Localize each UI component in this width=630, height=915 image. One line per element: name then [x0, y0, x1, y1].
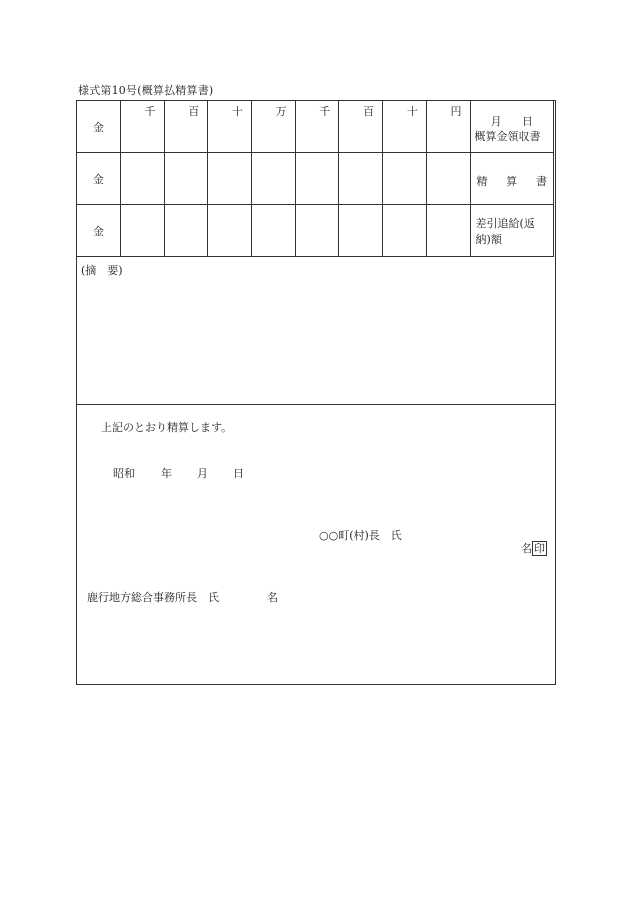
amount-prefix: 金: [77, 101, 121, 153]
digit-cell[interactable]: [339, 153, 383, 205]
digit-unit: 万: [275, 105, 287, 118]
digit-cell-thousand[interactable]: [295, 101, 339, 153]
digit-cell-yen[interactable]: [426, 101, 470, 153]
amount-prefix: 金: [77, 205, 121, 257]
settlement-row: [77, 153, 554, 205]
digit-cell[interactable]: [120, 205, 164, 257]
office-title: 鹿行地方総合事務所長 氏: [87, 591, 219, 604]
form-title: 様式第10号(概算払精算書): [78, 84, 214, 97]
digit-unit: 百: [363, 105, 375, 118]
digit-cell[interactable]: [383, 153, 427, 205]
receipt-date: [471, 113, 553, 129]
mayor-name-suffix: 名: [521, 542, 532, 555]
digit-cell[interactable]: [251, 153, 295, 205]
date-month: 月: [197, 467, 208, 480]
date-day: 日: [233, 467, 244, 480]
digit-unit: 十: [406, 105, 418, 118]
receipt-label: 概算金領収書: [474, 130, 541, 143]
difference-label-cell: [470, 205, 553, 257]
date-day: 日: [521, 115, 533, 128]
digit-cell-ten[interactable]: [383, 101, 427, 153]
settlement-label-cell: [470, 153, 553, 205]
digit-cell[interactable]: [120, 153, 164, 205]
digit-unit: 百: [188, 105, 200, 118]
difference-label: 差引追給(返納)額: [475, 217, 535, 246]
summary-label: (摘 要): [81, 264, 123, 277]
digit-cell-hundred[interactable]: [339, 101, 383, 153]
digit-cell[interactable]: [339, 205, 383, 257]
receipt-label-cell: [470, 101, 553, 153]
date-era: 昭和: [113, 467, 135, 480]
digit-cell-ten-man[interactable]: [208, 101, 252, 153]
office-name-suffix: 名: [267, 591, 278, 604]
digit-unit: 千: [144, 105, 156, 118]
mayor-signature: [507, 527, 547, 569]
difference-row: [77, 205, 554, 257]
mayor-title: ○○町(村)長 氏: [319, 529, 402, 542]
amount-table: [76, 100, 554, 257]
receipt-row: [77, 101, 554, 153]
digit-cell[interactable]: [251, 205, 295, 257]
digit-cell-man[interactable]: [251, 101, 295, 153]
settlement-form: [76, 100, 556, 685]
digit-cell[interactable]: [164, 153, 208, 205]
digit-cell[interactable]: [295, 205, 339, 257]
digit-cell[interactable]: [208, 153, 252, 205]
digit-cell[interactable]: [295, 153, 339, 205]
settlement-label: 精 算 書: [476, 175, 547, 188]
digit-cell[interactable]: [426, 205, 470, 257]
digit-cell[interactable]: [164, 205, 208, 257]
seal-mark: 印: [534, 542, 545, 555]
statement-text: 上記のとおり精算します。: [101, 421, 233, 434]
date-month: 月: [490, 115, 502, 128]
date-year: 年: [161, 467, 172, 480]
summary-section[interactable]: [77, 256, 555, 405]
digit-cell[interactable]: [208, 205, 252, 257]
digit-unit: 十: [231, 105, 243, 118]
digit-cell[interactable]: [383, 205, 427, 257]
digit-unit: 千: [319, 105, 331, 118]
digit-cell-hundred-man[interactable]: [164, 101, 208, 153]
amount-prefix: 金: [77, 153, 121, 205]
digit-unit: 円: [450, 105, 462, 118]
digit-cell[interactable]: [426, 153, 470, 205]
digit-cell-thousand-man[interactable]: [120, 101, 164, 153]
